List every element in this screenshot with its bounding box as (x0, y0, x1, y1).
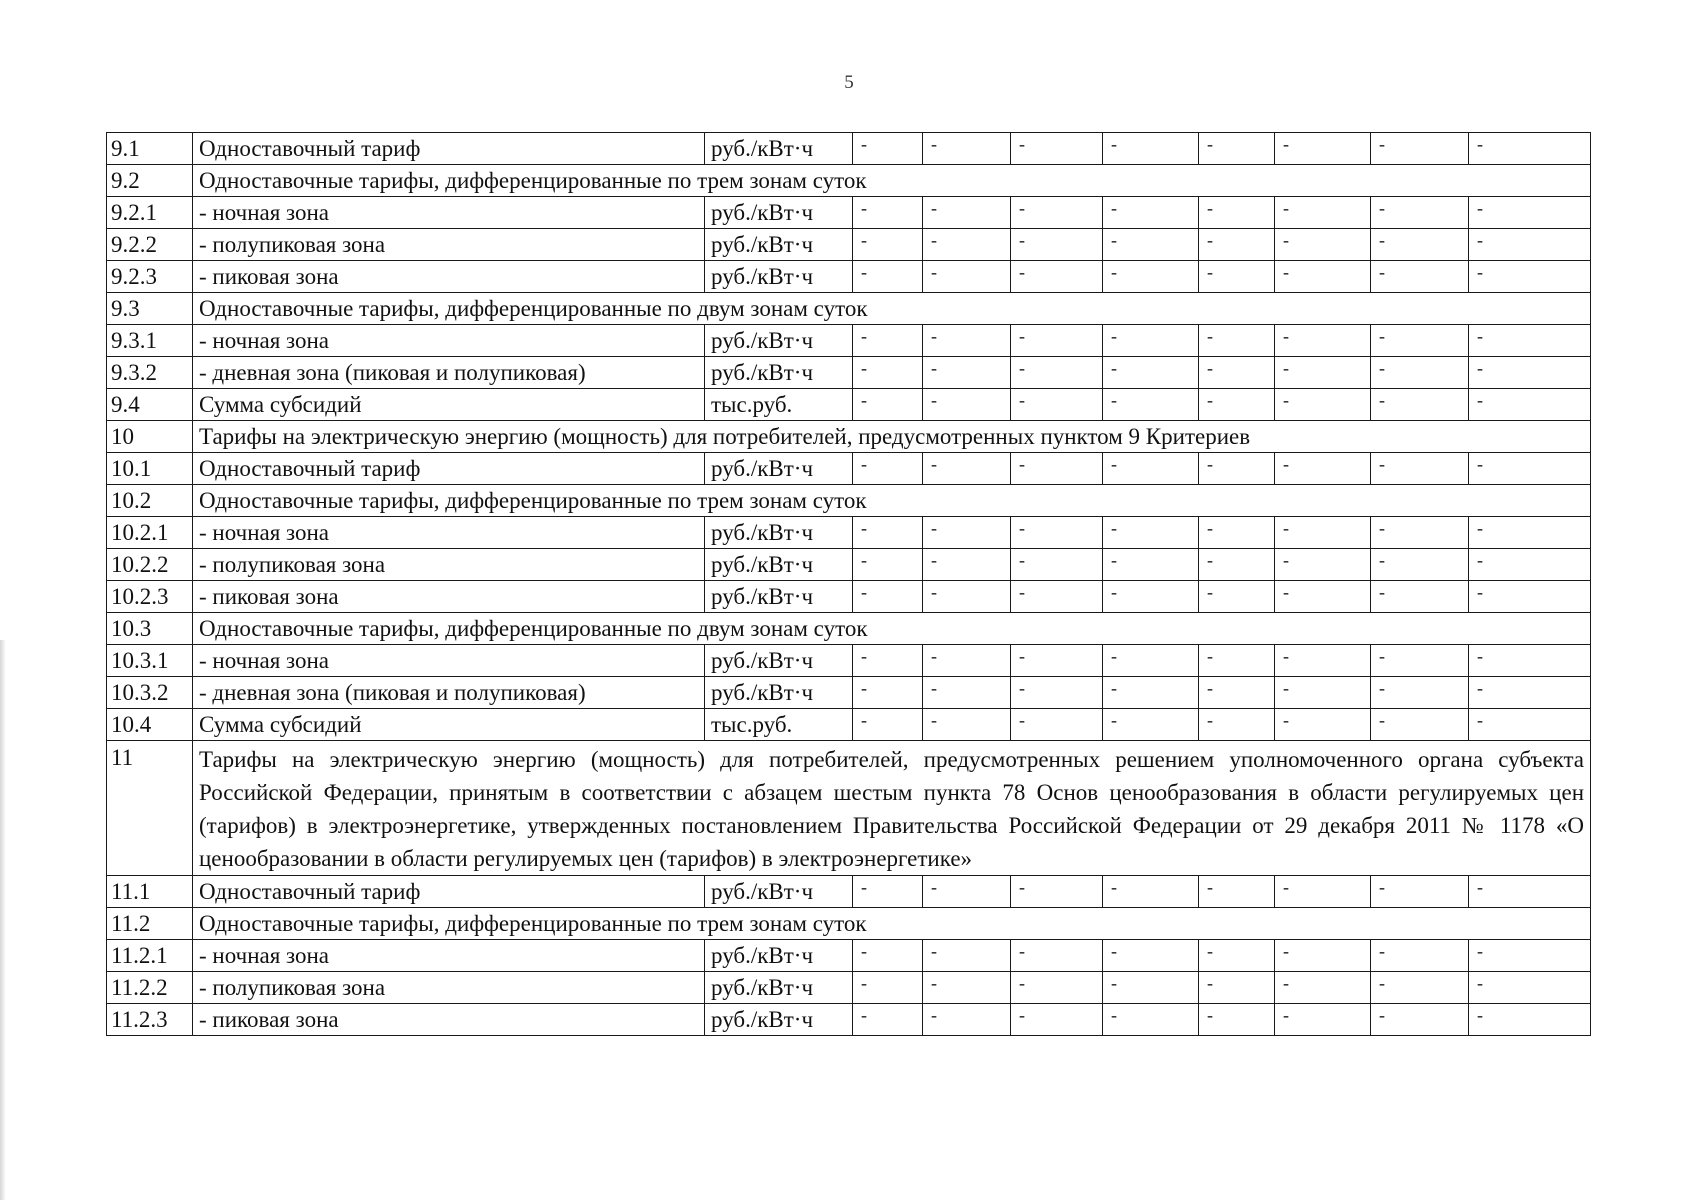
value-cell: - (853, 645, 923, 677)
value-cell: - (1371, 357, 1469, 389)
value-cell: - (1199, 876, 1275, 908)
value-cell: - (1011, 133, 1103, 165)
value-cell: - (1371, 517, 1469, 549)
value-cell: - (923, 549, 1011, 581)
value-cell: - (1371, 549, 1469, 581)
value-cell: - (1275, 261, 1371, 293)
page-number: 5 (844, 72, 854, 93)
value-cell: - (1199, 972, 1275, 1004)
value-cell: - (1011, 261, 1103, 293)
value-cell: - (853, 229, 923, 261)
value-cell: - (1371, 389, 1469, 421)
table-row (107, 876, 1591, 908)
value-cell: - (1011, 581, 1103, 613)
table-row (107, 421, 1591, 453)
table-body (107, 133, 1591, 1036)
tariff-table (106, 132, 1591, 1036)
value-cell: - (1199, 229, 1275, 261)
row-label: Одноставочные тарифы, дифференцированные по двум зонам суток (193, 613, 1591, 645)
value-cell: - (1011, 1004, 1103, 1036)
value-cell: - (853, 549, 923, 581)
value-cell: - (1103, 517, 1199, 549)
row-number: 10.3.2 (107, 677, 193, 709)
value-cell: - (1103, 581, 1199, 613)
row-number: 9.2.2 (107, 229, 193, 261)
value-cell: - (923, 453, 1011, 485)
row-number: 9.3 (107, 293, 193, 325)
row-number: 9.3.1 (107, 325, 193, 357)
row-label: Одноставочные тарифы, дифференцированные по двум зонам суток (193, 293, 1591, 325)
value-cell: - (1199, 197, 1275, 229)
value-cell: - (1011, 229, 1103, 261)
row-label: Тарифы на электрическую энергию (мощность) для потребителей, предусмотренных решением уполномоченного органа субъекта Российской Федерации, принятым в соответствии с абзацем шестым пункта 78 Основ ценообразования в области регулируемых цен (тарифов) в электроэнергетике, утвержденных постановлением Правительства Российской Федерации от 29 декабря 2011 № 1178 «О ценообразовании в области регулируемых цен (тарифов) в электроэнергетике» (193, 741, 1591, 876)
row-label: - полупиковая зона (193, 549, 705, 581)
value-cell: - (923, 1004, 1011, 1036)
value-cell: - (1199, 325, 1275, 357)
row-unit: руб./кВт·ч (705, 972, 853, 1004)
row-unit: руб./кВт·ч (705, 261, 853, 293)
value-cell: - (1199, 453, 1275, 485)
row-label: - полупиковая зона (193, 972, 705, 1004)
row-label: - ночная зона (193, 645, 705, 677)
value-cell: - (1371, 677, 1469, 709)
value-cell: - (923, 389, 1011, 421)
table-row (107, 645, 1591, 677)
value-cell: - (853, 357, 923, 389)
value-cell: - (923, 261, 1011, 293)
table-row (107, 972, 1591, 1004)
value-cell: - (1199, 549, 1275, 581)
value-cell: - (1011, 453, 1103, 485)
row-label: Сумма субсидий (193, 389, 705, 421)
row-label: - пиковая зона (193, 581, 705, 613)
value-cell: - (1199, 940, 1275, 972)
value-cell: - (1275, 357, 1371, 389)
value-cell: - (923, 876, 1011, 908)
row-number: 9.2.3 (107, 261, 193, 293)
value-cell: - (1199, 133, 1275, 165)
row-label: - дневная зона (пиковая и полупиковая) (193, 357, 705, 389)
row-label: - пиковая зона (193, 261, 705, 293)
row-label: - пиковая зона (193, 1004, 705, 1036)
value-cell: - (1103, 972, 1199, 1004)
value-cell: - (853, 453, 923, 485)
value-cell: - (1011, 325, 1103, 357)
value-cell: - (1103, 677, 1199, 709)
value-cell: - (853, 1004, 923, 1036)
table-row (107, 741, 1591, 876)
value-cell: - (1103, 1004, 1199, 1036)
value-cell: - (1199, 357, 1275, 389)
value-cell: - (1275, 453, 1371, 485)
value-cell: - (853, 197, 923, 229)
value-cell: - (1275, 581, 1371, 613)
row-unit: руб./кВт·ч (705, 549, 853, 581)
value-cell: - (1199, 645, 1275, 677)
value-cell: - (1469, 261, 1591, 293)
table-row (107, 357, 1591, 389)
row-label: - ночная зона (193, 517, 705, 549)
value-cell: - (1371, 876, 1469, 908)
value-cell: - (1275, 1004, 1371, 1036)
value-cell: - (1469, 197, 1591, 229)
row-label: - дневная зона (пиковая и полупиковая) (193, 677, 705, 709)
table-row (107, 453, 1591, 485)
value-cell: - (1469, 876, 1591, 908)
value-cell: - (1275, 133, 1371, 165)
table-row (107, 940, 1591, 972)
value-cell: - (1469, 972, 1591, 1004)
value-cell: - (1275, 677, 1371, 709)
value-cell: - (1275, 709, 1371, 741)
value-cell: - (1103, 453, 1199, 485)
row-number: 10.2 (107, 485, 193, 517)
value-cell: - (1103, 325, 1199, 357)
value-cell: - (1103, 197, 1199, 229)
value-cell: - (1371, 197, 1469, 229)
row-unit: руб./кВт·ч (705, 229, 853, 261)
row-unit: руб./кВт·ч (705, 940, 853, 972)
row-label: Одноставочный тариф (193, 876, 705, 908)
row-label: Одноставочный тариф (193, 133, 705, 165)
row-unit: руб./кВт·ч (705, 453, 853, 485)
value-cell: - (853, 389, 923, 421)
row-number: 10 (107, 421, 193, 453)
value-cell: - (1103, 133, 1199, 165)
table-row (107, 517, 1591, 549)
table-row (107, 229, 1591, 261)
value-cell: - (1011, 549, 1103, 581)
value-cell: - (1011, 389, 1103, 421)
row-number: 9.4 (107, 389, 193, 421)
value-cell: - (853, 876, 923, 908)
row-number: 11.2.3 (107, 1004, 193, 1036)
value-cell: - (1011, 940, 1103, 972)
value-cell: - (1371, 581, 1469, 613)
row-unit: руб./кВт·ч (705, 581, 853, 613)
value-cell: - (1469, 325, 1591, 357)
value-cell: - (1011, 876, 1103, 908)
value-cell: - (1371, 261, 1469, 293)
row-unit: руб./кВт·ч (705, 357, 853, 389)
value-cell: - (1469, 453, 1591, 485)
value-cell: - (853, 133, 923, 165)
value-cell: - (1103, 645, 1199, 677)
row-number: 10.3.1 (107, 645, 193, 677)
value-cell: - (1371, 972, 1469, 1004)
value-cell: - (853, 517, 923, 549)
table-row (107, 908, 1591, 940)
row-label: - ночная зона (193, 940, 705, 972)
row-number: 11.2.1 (107, 940, 193, 972)
value-cell: - (1103, 261, 1199, 293)
value-cell: - (1011, 972, 1103, 1004)
value-cell: - (923, 517, 1011, 549)
row-label: - ночная зона (193, 325, 705, 357)
value-cell: - (1469, 549, 1591, 581)
row-number: 9.1 (107, 133, 193, 165)
value-cell: - (1469, 1004, 1591, 1036)
value-cell: - (1103, 549, 1199, 581)
value-cell: - (1103, 940, 1199, 972)
value-cell: - (1469, 389, 1591, 421)
value-cell: - (1275, 549, 1371, 581)
value-cell: - (1469, 677, 1591, 709)
row-number: 11.2.2 (107, 972, 193, 1004)
value-cell: - (1275, 972, 1371, 1004)
value-cell: - (853, 261, 923, 293)
table-row (107, 485, 1591, 517)
row-unit: руб./кВт·ч (705, 876, 853, 908)
value-cell: - (1275, 229, 1371, 261)
value-cell: - (1275, 389, 1371, 421)
row-number: 10.2.3 (107, 581, 193, 613)
table-row (107, 581, 1591, 613)
value-cell: - (923, 133, 1011, 165)
row-unit: тыс.руб. (705, 709, 853, 741)
row-number: 11.2 (107, 908, 193, 940)
value-cell: - (1371, 453, 1469, 485)
row-unit: руб./кВт·ч (705, 517, 853, 549)
value-cell: - (1371, 709, 1469, 741)
value-cell: - (1275, 645, 1371, 677)
row-label: Одноставочные тарифы, дифференцированные по трем зонам суток (193, 908, 1591, 940)
value-cell: - (1371, 1004, 1469, 1036)
value-cell: - (853, 581, 923, 613)
row-unit: тыс.руб. (705, 389, 853, 421)
row-label: Одноставочные тарифы, дифференцированные по трем зонам суток (193, 485, 1591, 517)
scan-edge-shadow (0, 640, 6, 1200)
row-label: Одноставочный тариф (193, 453, 705, 485)
value-cell: - (1371, 325, 1469, 357)
table-row (107, 613, 1591, 645)
value-cell: - (1103, 357, 1199, 389)
row-unit: руб./кВт·ч (705, 677, 853, 709)
row-number: 9.2 (107, 165, 193, 197)
table-row (107, 165, 1591, 197)
value-cell: - (923, 325, 1011, 357)
row-number: 10.2.1 (107, 517, 193, 549)
value-cell: - (923, 197, 1011, 229)
value-cell: - (923, 709, 1011, 741)
row-number: 10.4 (107, 709, 193, 741)
value-cell: - (853, 677, 923, 709)
value-cell: - (1275, 325, 1371, 357)
table-row (107, 549, 1591, 581)
value-cell: - (1469, 581, 1591, 613)
value-cell: - (853, 940, 923, 972)
value-cell: - (1199, 581, 1275, 613)
row-unit: руб./кВт·ч (705, 645, 853, 677)
table-row (107, 293, 1591, 325)
value-cell: - (1011, 357, 1103, 389)
row-label: Сумма субсидий (193, 709, 705, 741)
value-cell: - (1275, 517, 1371, 549)
value-cell: - (923, 940, 1011, 972)
row-label: - ночная зона (193, 197, 705, 229)
value-cell: - (1371, 940, 1469, 972)
value-cell: - (853, 972, 923, 1004)
value-cell: - (1103, 229, 1199, 261)
value-cell: - (853, 709, 923, 741)
row-unit: руб./кВт·ч (705, 197, 853, 229)
value-cell: - (1199, 389, 1275, 421)
value-cell: - (1011, 645, 1103, 677)
value-cell: - (1103, 389, 1199, 421)
value-cell: - (1103, 876, 1199, 908)
row-number: 11 (107, 741, 193, 876)
value-cell: - (1275, 197, 1371, 229)
value-cell: - (923, 645, 1011, 677)
value-cell: - (1103, 709, 1199, 741)
value-cell: - (923, 229, 1011, 261)
row-number: 9.3.2 (107, 357, 193, 389)
value-cell: - (1275, 876, 1371, 908)
row-unit: руб./кВт·ч (705, 325, 853, 357)
row-label: Одноставочные тарифы, дифференцированные по трем зонам суток (193, 165, 1591, 197)
row-number: 10.2.2 (107, 549, 193, 581)
value-cell: - (1469, 645, 1591, 677)
row-unit: руб./кВт·ч (705, 133, 853, 165)
table-row (107, 709, 1591, 741)
table-row (107, 133, 1591, 165)
row-number: 10.1 (107, 453, 193, 485)
value-cell: - (1199, 677, 1275, 709)
value-cell: - (1011, 709, 1103, 741)
value-cell: - (1275, 940, 1371, 972)
table-row (107, 325, 1591, 357)
value-cell: - (1371, 133, 1469, 165)
value-cell: - (1469, 133, 1591, 165)
value-cell: - (1469, 229, 1591, 261)
row-label: - полупиковая зона (193, 229, 705, 261)
row-unit: руб./кВт·ч (705, 1004, 853, 1036)
row-number: 10.3 (107, 613, 193, 645)
row-label: Тарифы на электрическую энергию (мощность) для потребителей, предусмотренных пунктом 9 Критериев (193, 421, 1591, 453)
value-cell: - (1011, 517, 1103, 549)
value-cell: - (1199, 517, 1275, 549)
table-row (107, 677, 1591, 709)
value-cell: - (1199, 709, 1275, 741)
value-cell: - (1469, 940, 1591, 972)
row-number: 11.1 (107, 876, 193, 908)
value-cell: - (1011, 197, 1103, 229)
value-cell: - (923, 972, 1011, 1004)
row-number: 9.2.1 (107, 197, 193, 229)
value-cell: - (1371, 229, 1469, 261)
table-row (107, 1004, 1591, 1036)
value-cell: - (1199, 1004, 1275, 1036)
value-cell: - (1469, 709, 1591, 741)
value-cell: - (853, 325, 923, 357)
value-cell: - (923, 357, 1011, 389)
value-cell: - (1371, 645, 1469, 677)
table-row (107, 261, 1591, 293)
table-row (107, 197, 1591, 229)
value-cell: - (1011, 677, 1103, 709)
value-cell: - (1469, 517, 1591, 549)
table-row (107, 389, 1591, 421)
value-cell: - (1469, 357, 1591, 389)
value-cell: - (1199, 261, 1275, 293)
value-cell: - (923, 581, 1011, 613)
value-cell: - (923, 677, 1011, 709)
